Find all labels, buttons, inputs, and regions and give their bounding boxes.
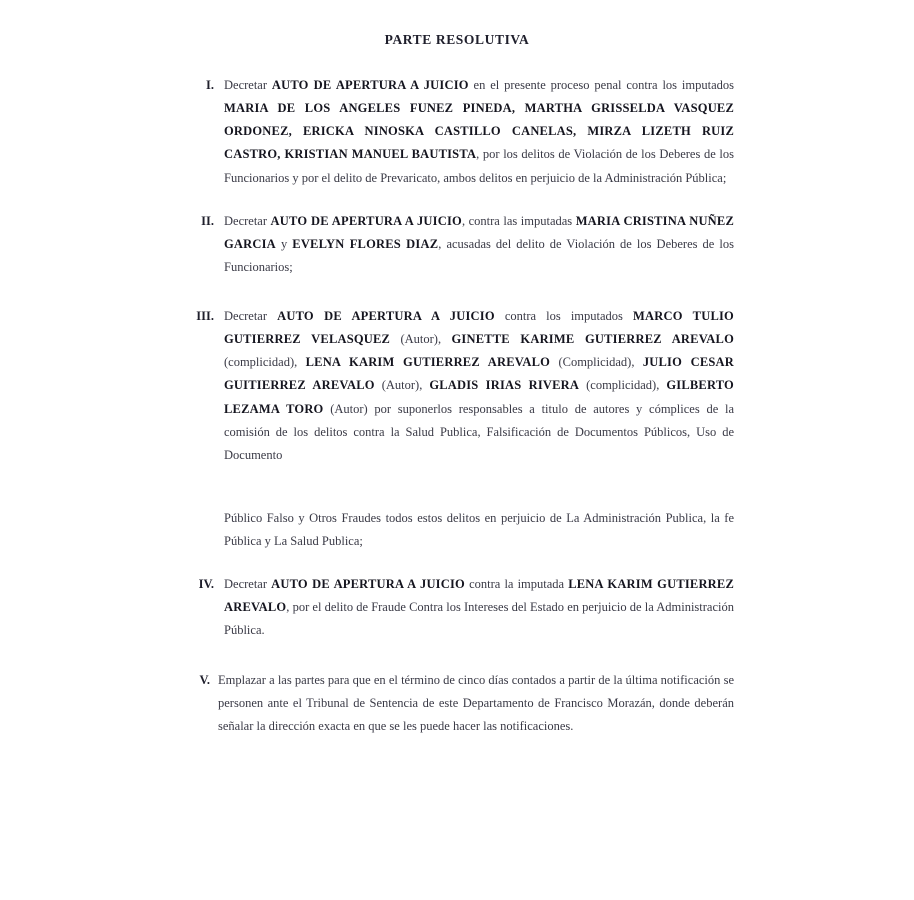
page-title: PARTE RESOLUTIVA <box>384 32 530 47</box>
clause-iv <box>180 573 734 642</box>
clause-number: III. <box>196 309 214 323</box>
clause-text: Decretar AUTO DE APERTURA A JUICIO, contra las imputadas MARIA CRISTINA NUÑEZ GARCIA y EVELYN FLORES DIAZ, acusadas del delito de Violación de los Deberes de los Funcionarios; <box>224 213 735 274</box>
clause-i <box>180 74 734 190</box>
continued-paragraph: Público Falso y Otros Fraudes todos estos delitos en perjuicio de La Administración Publica, la fe Pública y La Salud Publica; <box>224 510 734 548</box>
clause-v <box>180 669 734 738</box>
clause-text: Decretar AUTO DE APERTURA A JUICIO contra la imputada LENA KARIM GUTIERREZ AREVALO, por el delito de Fraude Contra los Intereses del Estado en perjuicio de la Administración Pública. <box>224 577 734 638</box>
clause-number: IV. <box>198 577 214 592</box>
clause-text: Decretar AUTO DE APERTURA A JUICIO en el presente proceso penal contra los imputados MARIA DE LOS ANGELES FUNEZ PINEDA, MARTHA GRISSELDA VASQUEZ ORDONEZ, ERICKA NINOSKA CASTILLO CANELAS, MIRZA LIZETH RUIZ CASTRO, KRISTIAN MANUEL BAUTISTA, por los delitos de Violación de los Deberes de los Funcionarios y por el delito de Prevaricato, ambos delitos en perjuicio de la Administración Pública; <box>224 78 734 185</box>
clause-number: I. <box>206 78 214 92</box>
clause-text: Decretar AUTO DE APERTURA A JUICIO contra los imputados MARCO TULIO GUTIERREZ VELASQUEZ (Autor), GINETTE KARIME GUTIERREZ AREVALO (complicidad), LENA KARIM GUTIERREZ AREVALO (Complicidad), JULIO CESAR GUITIERREZ AREVALO (Autor), GLADIS IRIAS RIVERA (complicidad), GILBERTO LEZAMA TORO (Autor) por suponerlos responsables a titulo de autores y cómplices de la comisión de los delitos contra la Salud Publica, Falsificación de Documentos Públicos, Uso de Documento <box>224 309 734 462</box>
clause-text: Emplazar a las partes para que en el término de cinco días contados a partir de la última notificación se personen ante el Tribunal de Sentencia de este Departamento de Francisco Morazán, donde deberán señalar la dirección exacta en que se les puede hacer las notificaciones. <box>218 672 734 733</box>
clause-number: II. <box>201 213 214 228</box>
clause-iii <box>180 305 734 467</box>
clause-number: V. <box>199 672 210 687</box>
clause-ii <box>180 210 734 279</box>
